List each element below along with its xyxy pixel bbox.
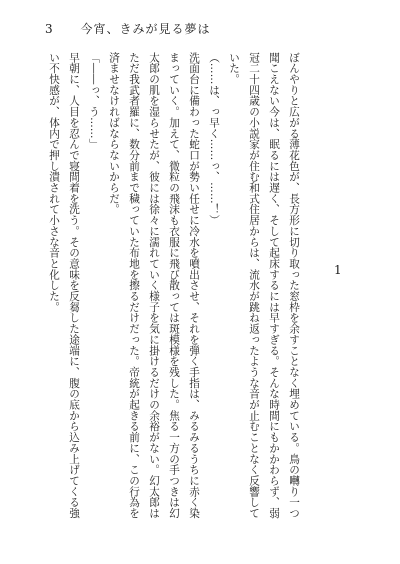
paragraph: 早朝に、人目を忍んで寝間着を洗う。その意味を反芻した途端に、腹の底から込み上げてくる強い不快感が、体内で押し潰されて小さな音と化した。 (48, 52, 80, 519)
paragraph: ぼんやりと広がる薄花色が、長方形に切り取った窓枠を余すことなく埋めている。鳥の囀り一つ聞こえない今は、眠るには遅く、そして起床するには早すぎる。そんな時間にもかかわらず、弱冠二十四歳の小説家が住む和式住居からは、流水が跳ね返ったような音が止むことなく反響していた。 (228, 52, 300, 519)
chapter-title: 今宵、きみが見る夢は (80, 22, 211, 36)
page-number: 3 (45, 22, 54, 36)
side-page-number: 1 (334, 263, 342, 277)
paragraph: 「――っ、う……」 (88, 52, 100, 150)
paragraph: （……は、っ早く……っ、……！） (208, 52, 220, 226)
paragraph: 洗面台に備わった蛇口が勢い任せに冷水を噴出させ、それを弾く手指は、みるみるうちに赤く染まっていく。加えて、微粒の飛沫も衣服に飛び散っては斑模様を残した。焦る一方の手つきは幻太郎の肌を湿らせたが、彼には徐々に濡れていく様子を気に掛けるだけの余裕がない。幻太郎はただ我武者羅に、数分前まで穢っていた布地を擦るだけだった。帝統が起きる前に、この行為を済ませなければならないからだ。 (108, 52, 200, 519)
body-text (44, 52, 304, 522)
page-header (45, 20, 210, 37)
